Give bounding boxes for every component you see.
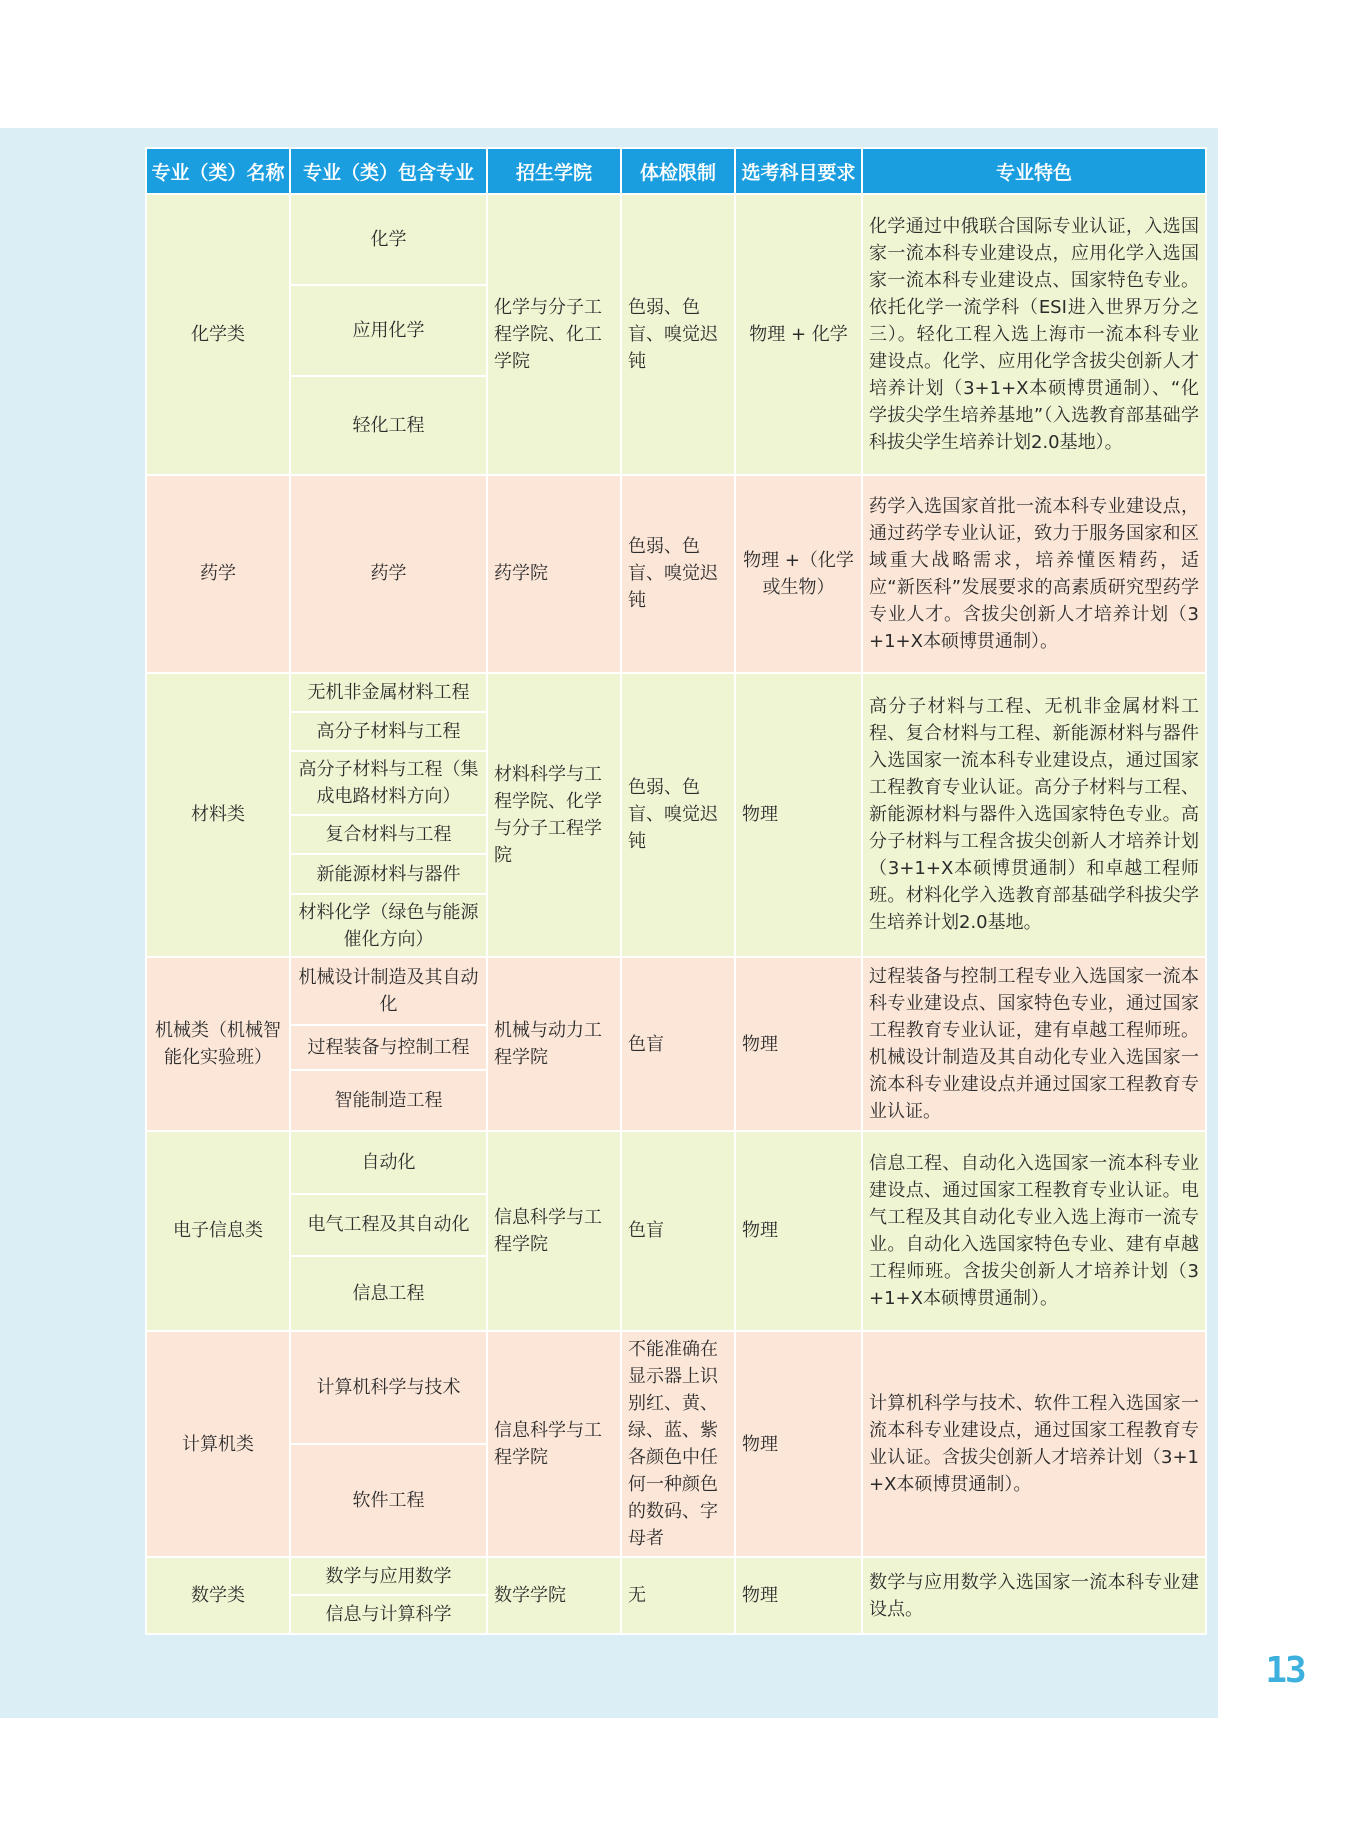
- header-college: 招生学院: [487, 148, 621, 194]
- category-cell: 机械类（机械智能化实验班）: [146, 957, 290, 1131]
- college-cell: 信息科学与工程学院: [487, 1131, 621, 1331]
- major-cell: 复合材料与工程: [290, 815, 487, 854]
- major-cell: 化学: [290, 194, 487, 285]
- header-subjects: 选考科目要求: [735, 148, 862, 194]
- major-cell: 高分子材料与工程: [290, 712, 487, 751]
- major-cell: 高分子材料与工程（集成电路材料方向）: [290, 751, 487, 815]
- subjects-cell: 物理: [735, 957, 862, 1131]
- subjects-cell: 物理 + 化学: [735, 194, 862, 475]
- category-cell: 电子信息类: [146, 1131, 290, 1331]
- major-cell: 轻化工程: [290, 376, 487, 475]
- page-number: 13: [1265, 1650, 1305, 1691]
- medical-cell: 色弱、色盲、嗅觉迟钝: [621, 194, 735, 475]
- major-cell: 新能源材料与器件: [290, 854, 487, 893]
- table-row: [146, 673, 1206, 712]
- medical-cell: 无: [621, 1557, 735, 1634]
- major-cell: 无机非金属材料工程: [290, 673, 487, 712]
- major-cell: 电气工程及其自动化: [290, 1194, 487, 1257]
- table-row: [146, 1557, 1206, 1595]
- subjects-cell: 物理: [735, 1557, 862, 1634]
- table-row: [146, 475, 1206, 673]
- major-cell: 药学: [290, 475, 487, 673]
- major-cell: 机械设计制造及其自动化: [290, 957, 487, 1025]
- header-category: 专业（类）名称: [146, 148, 290, 194]
- feature-cell: 信息工程、自动化入选国家一流本科专业建设点、通过国家工程教育专业认证。电气工程及其自动化专业入选上海市一流专业。自动化入选国家特色专业、建有卓越工程师班。含拔尖创新人才培养计划（3+1+X本硕博贯通制）。: [862, 1131, 1206, 1331]
- medical-cell: 不能准确在显示器上识别红、黄、绿、蓝、紫各颜色中任何一种颜色的数码、字母者: [621, 1331, 735, 1557]
- medical-cell: 色弱、色盲、嗅觉迟钝: [621, 475, 735, 673]
- college-cell: 机械与动力工程学院: [487, 957, 621, 1131]
- category-cell: 材料类: [146, 673, 290, 958]
- subjects-cell: 物理: [735, 673, 862, 958]
- medical-cell: 色盲: [621, 1131, 735, 1331]
- header-medical: 体检限制: [621, 148, 735, 194]
- table-header-row: [146, 148, 1206, 194]
- major-cell: 软件工程: [290, 1444, 487, 1557]
- college-cell: 信息科学与工程学院: [487, 1331, 621, 1557]
- major-cell: 信息工程: [290, 1256, 487, 1331]
- table-row: [146, 1131, 1206, 1194]
- header-majors: 专业（类）包含专业: [290, 148, 487, 194]
- feature-cell: 数学与应用数学入选国家一流本科专业建设点。: [862, 1557, 1206, 1634]
- subjects-cell: 物理: [735, 1131, 862, 1331]
- feature-cell: 高分子材料与工程、无机非金属材料工程、复合材料与工程、新能源材料与器件入选国家一流本科专业建设点，通过国家工程教育专业认证。高分子材料与工程、新能源材料与器件入选国家特色专业。高分子材料与工程含拔尖创新人才培养计划（3+1+X本硕博贯通制）和卓越工程师班。材料化学入选教育部基础学科拔尖学生培养计划2.0基地。: [862, 673, 1206, 958]
- feature-cell: 计算机科学与技术、软件工程入选国家一流本科专业建设点，通过国家工程教育专业认证。含拔尖创新人才培养计划（3+1+X本硕博贯通制）。: [862, 1331, 1206, 1557]
- major-cell: 信息与计算科学: [290, 1595, 487, 1634]
- category-cell: 药学: [146, 475, 290, 673]
- medical-cell: 色盲: [621, 957, 735, 1131]
- header-feature: 专业特色: [862, 148, 1206, 194]
- subjects-cell: 物理: [735, 1331, 862, 1557]
- majors-table: [145, 147, 1207, 1635]
- category-cell: 数学类: [146, 1557, 290, 1634]
- feature-cell: 过程装备与控制工程专业入选国家一流本科专业建设点、国家特色专业，通过国家工程教育专业认证，建有卓越工程师班。机械设计制造及其自动化专业入选国家一流本科专业建设点并通过国家工程教育专业认证。: [862, 957, 1206, 1131]
- table-row: [146, 194, 1206, 285]
- major-cell: 应用化学: [290, 285, 487, 376]
- major-cell: 过程装备与控制工程: [290, 1025, 487, 1070]
- major-cell: 数学与应用数学: [290, 1557, 487, 1595]
- college-cell: 数学学院: [487, 1557, 621, 1634]
- category-cell: 化学类: [146, 194, 290, 475]
- major-cell: 计算机科学与技术: [290, 1331, 487, 1444]
- table-row: [146, 957, 1206, 1025]
- table-row: [146, 1331, 1206, 1444]
- category-cell: 计算机类: [146, 1331, 290, 1557]
- college-cell: 化学与分子工程学院、化工学院: [487, 194, 621, 475]
- feature-cell: 药学入选国家首批一流本科专业建设点，通过药学专业认证，致力于服务国家和区域重大战略需求，培养懂医精药，适应“新医科”发展要求的高素质研究型药学专业人才。含拔尖创新人才培养计划（3+1+X本硕博贯通制）。: [862, 475, 1206, 673]
- feature-cell: 化学通过中俄联合国际专业认证，入选国家一流本科专业建设点，应用化学入选国家一流本科专业建设点、国家特色专业。依托化学一流学科（ESI进入世界万分之三）。轻化工程入选上海市一流本科专业建设点。化学、应用化学含拔尖创新人才培养计划（3+1+X本硕博贯通制）、“化学拔尖学生培养基地”（入选教育部基础学科拔尖学生培养计划2.0基地）。: [862, 194, 1206, 475]
- college-cell: 材料科学与工程学院、化学与分子工程学院: [487, 673, 621, 958]
- major-cell: 智能制造工程: [290, 1070, 487, 1131]
- major-cell: 自动化: [290, 1131, 487, 1194]
- subjects-cell: 物理 +（化学或生物）: [735, 475, 862, 673]
- college-cell: 药学院: [487, 475, 621, 673]
- major-cell: 材料化学（绿色与能源催化方向）: [290, 894, 487, 958]
- medical-cell: 色弱、色盲、嗅觉迟钝: [621, 673, 735, 958]
